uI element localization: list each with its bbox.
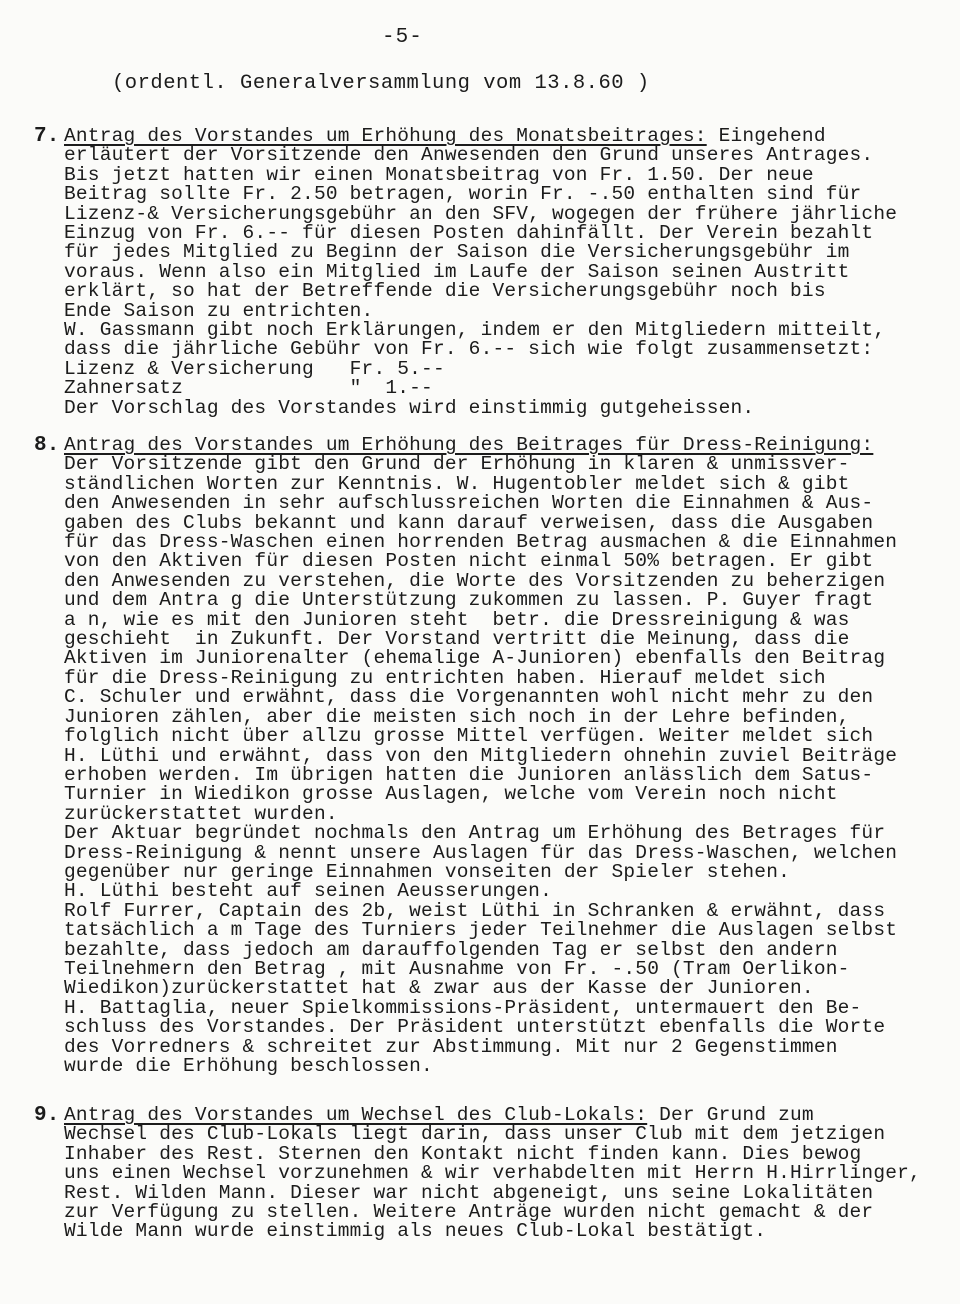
text-line: erhoben werden. Im übrigen hatten die Junioren anlässlich dem Satus- bbox=[64, 763, 874, 786]
agenda-item-9 bbox=[34, 1104, 924, 1243]
text-line: Junioren zählen, aber die meisten sich noch in der Lehre befinden, bbox=[64, 705, 850, 728]
text-line: Rolf Furrer, Captain des 2b, weist Lüthi in Schranken & erwähnt, dass bbox=[64, 899, 886, 922]
text-line: und dem Antra g die Unterstützung zukommen zu lassen. P. Guyer fragt bbox=[64, 589, 874, 612]
text-line: zur Verfügung zu stellen. Weitere Anträge wurden nicht gemacht & der bbox=[64, 1201, 874, 1224]
text-line: Eingehend bbox=[706, 125, 826, 147]
text-line: Turnier in Wiedikon grosse Auslagen, welche vom Verein noch nicht bbox=[64, 783, 838, 806]
text-line: Wiedikon)zurückerstattet hat & zwar aus der Kasse der Junioren. bbox=[64, 977, 814, 1000]
text-line: a n, wie es mit den Junioren steht betr. die Dressreinigung & was bbox=[64, 608, 850, 631]
text-line: von den Aktiven für diesen Posten nicht einmal 50% betragen. Er gibt bbox=[64, 550, 874, 573]
text-line: Wilde Mann wurde einstimmig als neues Club-Lokal bestätigt. bbox=[64, 1220, 767, 1243]
page-number: -5- bbox=[382, 26, 423, 49]
agenda-item-7 bbox=[34, 125, 924, 419]
text-line: den Anwesenden in sehr aufschlussreichen Worten die Einnahmen & Aus- bbox=[64, 492, 874, 515]
text-line: dass die jährliche Gebühr von Fr. 6.-- sich wie folgt zusammensetzt: bbox=[64, 338, 874, 361]
text-line: Der Vorschlag des Vorstandes wird einstimmig gutgeheissen. bbox=[64, 396, 755, 419]
text-line: H. Battaglia, neuer Spielkommissions-Präsident, untermauert den Be- bbox=[64, 996, 862, 1019]
text-line: erklärt, so hat der Betreffende die Versicherungsgebühr noch bis bbox=[64, 280, 826, 303]
item-title: Antrag des Vorstandes um Erhöhung des Monatsbeitrages: bbox=[64, 125, 707, 147]
text-line: Der Grund zum bbox=[647, 1104, 814, 1126]
text-line: Beitrag sollte Fr. 2.50 betragen, worin Fr. -.50 enthalten sind für bbox=[64, 183, 862, 206]
text-line: C. Schuler und erwähnt, dass die Vorgenannten wohl nicht mehr zu den bbox=[64, 686, 874, 709]
text-line: ständlichen Worten zur Kenntnis. W. Hugentobler meldet sich & gibt bbox=[64, 472, 850, 495]
text-line: folglich nicht über allzu grosse Mittel verfügen. Weiter meldet sich bbox=[64, 725, 874, 748]
text-line: H. Lüthi und erwähnt, dass von den Mitgliedern ohnehin zuviel Beiträge bbox=[64, 744, 898, 767]
text-line: H. Lüthi besteht auf seinen Aeusserungen. bbox=[64, 880, 552, 903]
item-number: 8. bbox=[34, 434, 60, 457]
text-line: bezahlte, dass jedoch am darauffolgenden Tag er selbst den andern bbox=[64, 938, 838, 961]
text-line: Inhaber des Rest. Sternen den Kontakt nicht finden kann. Dies bewog bbox=[64, 1142, 862, 1165]
text-line: Lizenz & Versicherung Fr. 5.-- bbox=[64, 357, 445, 380]
text-line: Teilnehmern den Betrag , mit Ausnahme von Fr. -.50 (Tram Oerlikon- bbox=[64, 957, 850, 980]
text-line: Lizenz-& Versicherungsgebühr an den SFV, wogegen der frühere jährliche bbox=[64, 202, 898, 225]
text-line: gegenüber nur geringe Einnahmen vonseiten der Spieler stehen. bbox=[64, 860, 791, 883]
text-line: Einzug von Fr. 6.-- für diesen Posten dahinfällt. Der Verein bezahlt bbox=[64, 222, 874, 245]
item-title: Antrag des Vorstandes um Wechsel des Club-Lokals: bbox=[64, 1104, 648, 1126]
text-line: Zahnersatz " 1.-- bbox=[64, 377, 433, 400]
text-line: Der Vorsitzende gibt den Grund der Erhöhung in klaren & unmissver- bbox=[64, 453, 850, 476]
item-number: 9. bbox=[34, 1104, 60, 1127]
text-line: uns einen Wechsel vorzunehmen & wir verhabdelten mit Herrn H.Hirrlinger, bbox=[64, 1162, 921, 1185]
text-line: für die Dress-Reinigung zu entrichten haben. Hierauf meldet sich bbox=[64, 666, 826, 689]
text-line: wurde die Erhöhung beschlossen. bbox=[64, 1055, 433, 1077]
text-line: zurückerstattet wurden. bbox=[64, 802, 338, 825]
agenda-item-8 bbox=[34, 434, 924, 1077]
text-line: geschieht in Zukunft. Der Vorstand vertritt die Meinung, dass die bbox=[64, 628, 850, 651]
text-line: Der Aktuar begründet nochmals den Antrag um Erhöhung des Betrages für bbox=[64, 822, 886, 845]
meeting-header: (ordentl. Generalversammlung vom 13.8.60 ) bbox=[112, 72, 650, 95]
text-line: Wechsel des Club-Lokals liegt darin, dass unser Club mit dem jetzigen bbox=[64, 1123, 886, 1146]
text-line: Aktiven im Juniorenalter (ehemalige A-Junioren) ebenfalls den Beitrag bbox=[64, 647, 886, 670]
item-title: Antrag des Vorstandes um Erhöhung des Beitrages für Dress-Reinigung: bbox=[64, 434, 874, 456]
text-line: Rest. Wilden Mann. Dieser war nicht abgeneigt, uns seine Lokalitäten bbox=[64, 1181, 874, 1204]
text-line: voraus. Wenn also ein Mitglied im Laufe der Saison seinen Austritt bbox=[64, 260, 850, 283]
text-line: gaben des Clubs bekannt und kann darauf verweisen, dass die Ausgaben bbox=[64, 511, 874, 534]
text-line: Dress-Reinigung & nennt unsere Auslagen für das Dress-Waschen, welchen bbox=[64, 841, 898, 864]
text-line: schluss des Vorstandes. Der Präsident unterstützt ebenfalls die Worte bbox=[64, 1016, 886, 1039]
text-line: erläutert der Vorsitzende den Anwesenden den Grund unseres Antrages. bbox=[64, 144, 874, 167]
text-line: tatsächlich a m Tage des Turniers jeder Teilnehmer die Auslagen selbst bbox=[64, 919, 898, 942]
item-number: 7. bbox=[34, 125, 60, 148]
text-line: für das Dress-Waschen einen horrenden Betrag ausmachen & die Einnahmen bbox=[64, 531, 898, 554]
text-line: für jedes Mitglied zu Beginn der Saison die Versicherungsgebühr im bbox=[64, 241, 850, 264]
text-line: des Vorredners & schreitet zur Abstimmung. Mit nur 2 Gegenstimmen bbox=[64, 1035, 838, 1058]
text-line: Bis jetzt hatten wir einen Monatsbeitrag von Fr. 1.50. Der neue bbox=[64, 163, 814, 186]
text-line: W. Gassmann gibt noch Erklärungen, indem er den Mitgliedern mitteilt, bbox=[64, 319, 886, 342]
text-line: Ende Saison zu entrichten. bbox=[64, 299, 374, 322]
text-line: den Anwesenden zu verstehen, die Worte des Vorsitzenden zu beherzigen bbox=[64, 569, 886, 592]
